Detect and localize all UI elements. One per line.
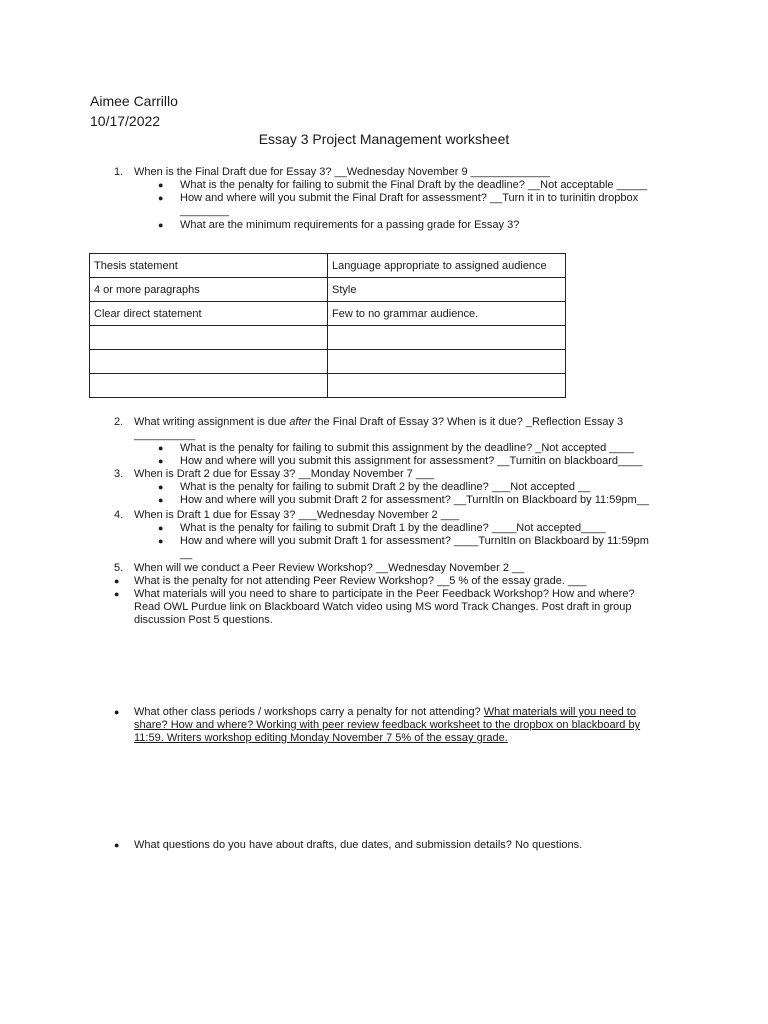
table-cell: Clear direct statement <box>90 302 328 326</box>
question-3-submission: How and where will you submit Draft 2 for assessment? __TurnItIn on Blackboard by 11:59pm__ <box>180 494 649 506</box>
question-2-text-start: What writing assignment is due <box>134 416 290 428</box>
bullet-icon: ● <box>158 495 164 505</box>
question-5-number: 5. <box>114 562 124 574</box>
bullet-icon: ● <box>158 536 164 546</box>
final-question: What questions do you have about drafts, due dates, and submission details? No questions. <box>134 839 583 851</box>
peer-materials-question: What materials will you need to share to participate in the Peer Feedback Workshop? How and where? <box>134 588 635 600</box>
question-2-text <box>134 416 623 429</box>
table-row <box>90 278 566 302</box>
question-2-penalty: What is the penalty for failing to submit this assignment by the deadline? _Not accepted ____ <box>180 442 634 454</box>
question-2-text-cont: __________ <box>134 429 196 441</box>
table-cell: Few to no grammar audience. <box>328 302 566 326</box>
question-3-number: 3. <box>114 468 124 480</box>
question-2-submission: How and where will you submit this assignment for assessment? __Turnitin on blackboard____ <box>180 455 643 467</box>
table-cell <box>90 326 328 350</box>
table-cell <box>328 374 566 398</box>
bullet-icon: ● <box>158 523 164 533</box>
question-1-submission: How and where will you submit the Final Draft for assessment? __Turn it in to turinitin dropbox <box>180 192 639 204</box>
other-workshops-answer-start: What materials will you need to <box>483 706 636 718</box>
other-workshops-answer: share? How and where? Working with peer review feedback worksheet to the dropbox on blackboard by <box>134 719 641 731</box>
question-3-penalty: What is the penalty for failing to submit Draft 2 by the deadline? ___Not accepted __ <box>180 481 591 493</box>
question-4-penalty: What is the penalty for failing to submit Draft 1 by the deadline? ____Not accepted____ <box>180 522 606 534</box>
question-4-text: When is Draft 1 due for Essay 3? ___Wednesday November 2 ___ <box>134 509 460 521</box>
other-workshops-answer-cont: 11:59. Writers workshop editing Monday November 7 5% of the essay grade. <box>134 732 508 744</box>
bullet-icon: ● <box>158 482 164 492</box>
page-title: Essay 3 Project Management worksheet <box>258 131 510 147</box>
bullet-icon: ● <box>114 707 120 717</box>
bullet-icon: ● <box>158 193 164 203</box>
question-3-text: When is Draft 2 due for Essay 3? __Monday November 7 ___ <box>134 468 435 480</box>
bullet-icon: ● <box>114 589 120 599</box>
table-cell <box>90 350 328 374</box>
other-workshops-text: What other class periods / workshops carry a penalty for not attending? <box>134 706 484 718</box>
question-1-penalty: What is the penalty for failing to submit the Final Draft by the deadline? __Not acceptable _____ <box>180 179 648 191</box>
question-1-submission-cont: ________ <box>180 205 229 217</box>
peer-materials-answer-cont: discussion Post 5 questions. <box>134 614 273 626</box>
bullet-icon: ● <box>114 840 120 850</box>
requirements-table <box>89 253 566 398</box>
table-row <box>90 254 566 278</box>
table-cell <box>328 350 566 374</box>
bullet-icon: ● <box>158 456 164 466</box>
table-cell <box>90 374 328 398</box>
table-cell: Style <box>328 278 566 302</box>
table-cell <box>328 326 566 350</box>
table-row <box>90 326 566 350</box>
table-row <box>90 374 566 398</box>
peer-review-penalty: What is the penalty for not attending Peer Review Workshop? __5 % of the essay grade. ___ <box>134 575 587 587</box>
bullet-icon: ● <box>114 576 120 586</box>
document-date: 10/17/2022 <box>90 113 161 129</box>
table-cell: Thesis statement <box>90 254 328 278</box>
table-row <box>90 350 566 374</box>
question-4-submission-cont: __ <box>180 548 193 560</box>
question-4-number: 4. <box>114 509 124 521</box>
table-cell: 4 or more paragraphs <box>90 278 328 302</box>
question-1-number: 1. <box>114 166 124 178</box>
question-5-text: When will we conduct a Peer Review Workshop? __Wednesday November 2 __ <box>134 562 525 574</box>
bullet-icon: ● <box>158 180 164 190</box>
question-1-text: When is the Final Draft due for Essay 3? __Wednesday November 9 _____________ <box>134 166 551 178</box>
other-workshops-question <box>134 706 636 719</box>
question-2-text-end: the Final Draft of Essay 3? When is it due? _Reflection Essay 3 <box>311 416 624 428</box>
bullet-icon: ● <box>158 443 164 453</box>
question-2-number: 2. <box>114 416 124 428</box>
question-1-requirements: What are the minimum requirements for a passing grade for Essay 3? <box>180 219 520 231</box>
question-4-submission: How and where will you submit Draft 1 for assessment? ____TurnItIn on Blackboard by 11:59pm <box>180 535 649 547</box>
author-name: Aimee Carrillo <box>90 93 178 109</box>
question-2-emphasis: after <box>289 416 312 428</box>
bullet-icon: ● <box>158 220 164 230</box>
peer-materials-answer: Read OWL Purdue link on Blackboard Watch video using MS word Track Changes. Post draft in group <box>134 601 632 613</box>
table-cell: Language appropriate to assigned audience <box>328 254 566 278</box>
table-row <box>90 302 566 326</box>
